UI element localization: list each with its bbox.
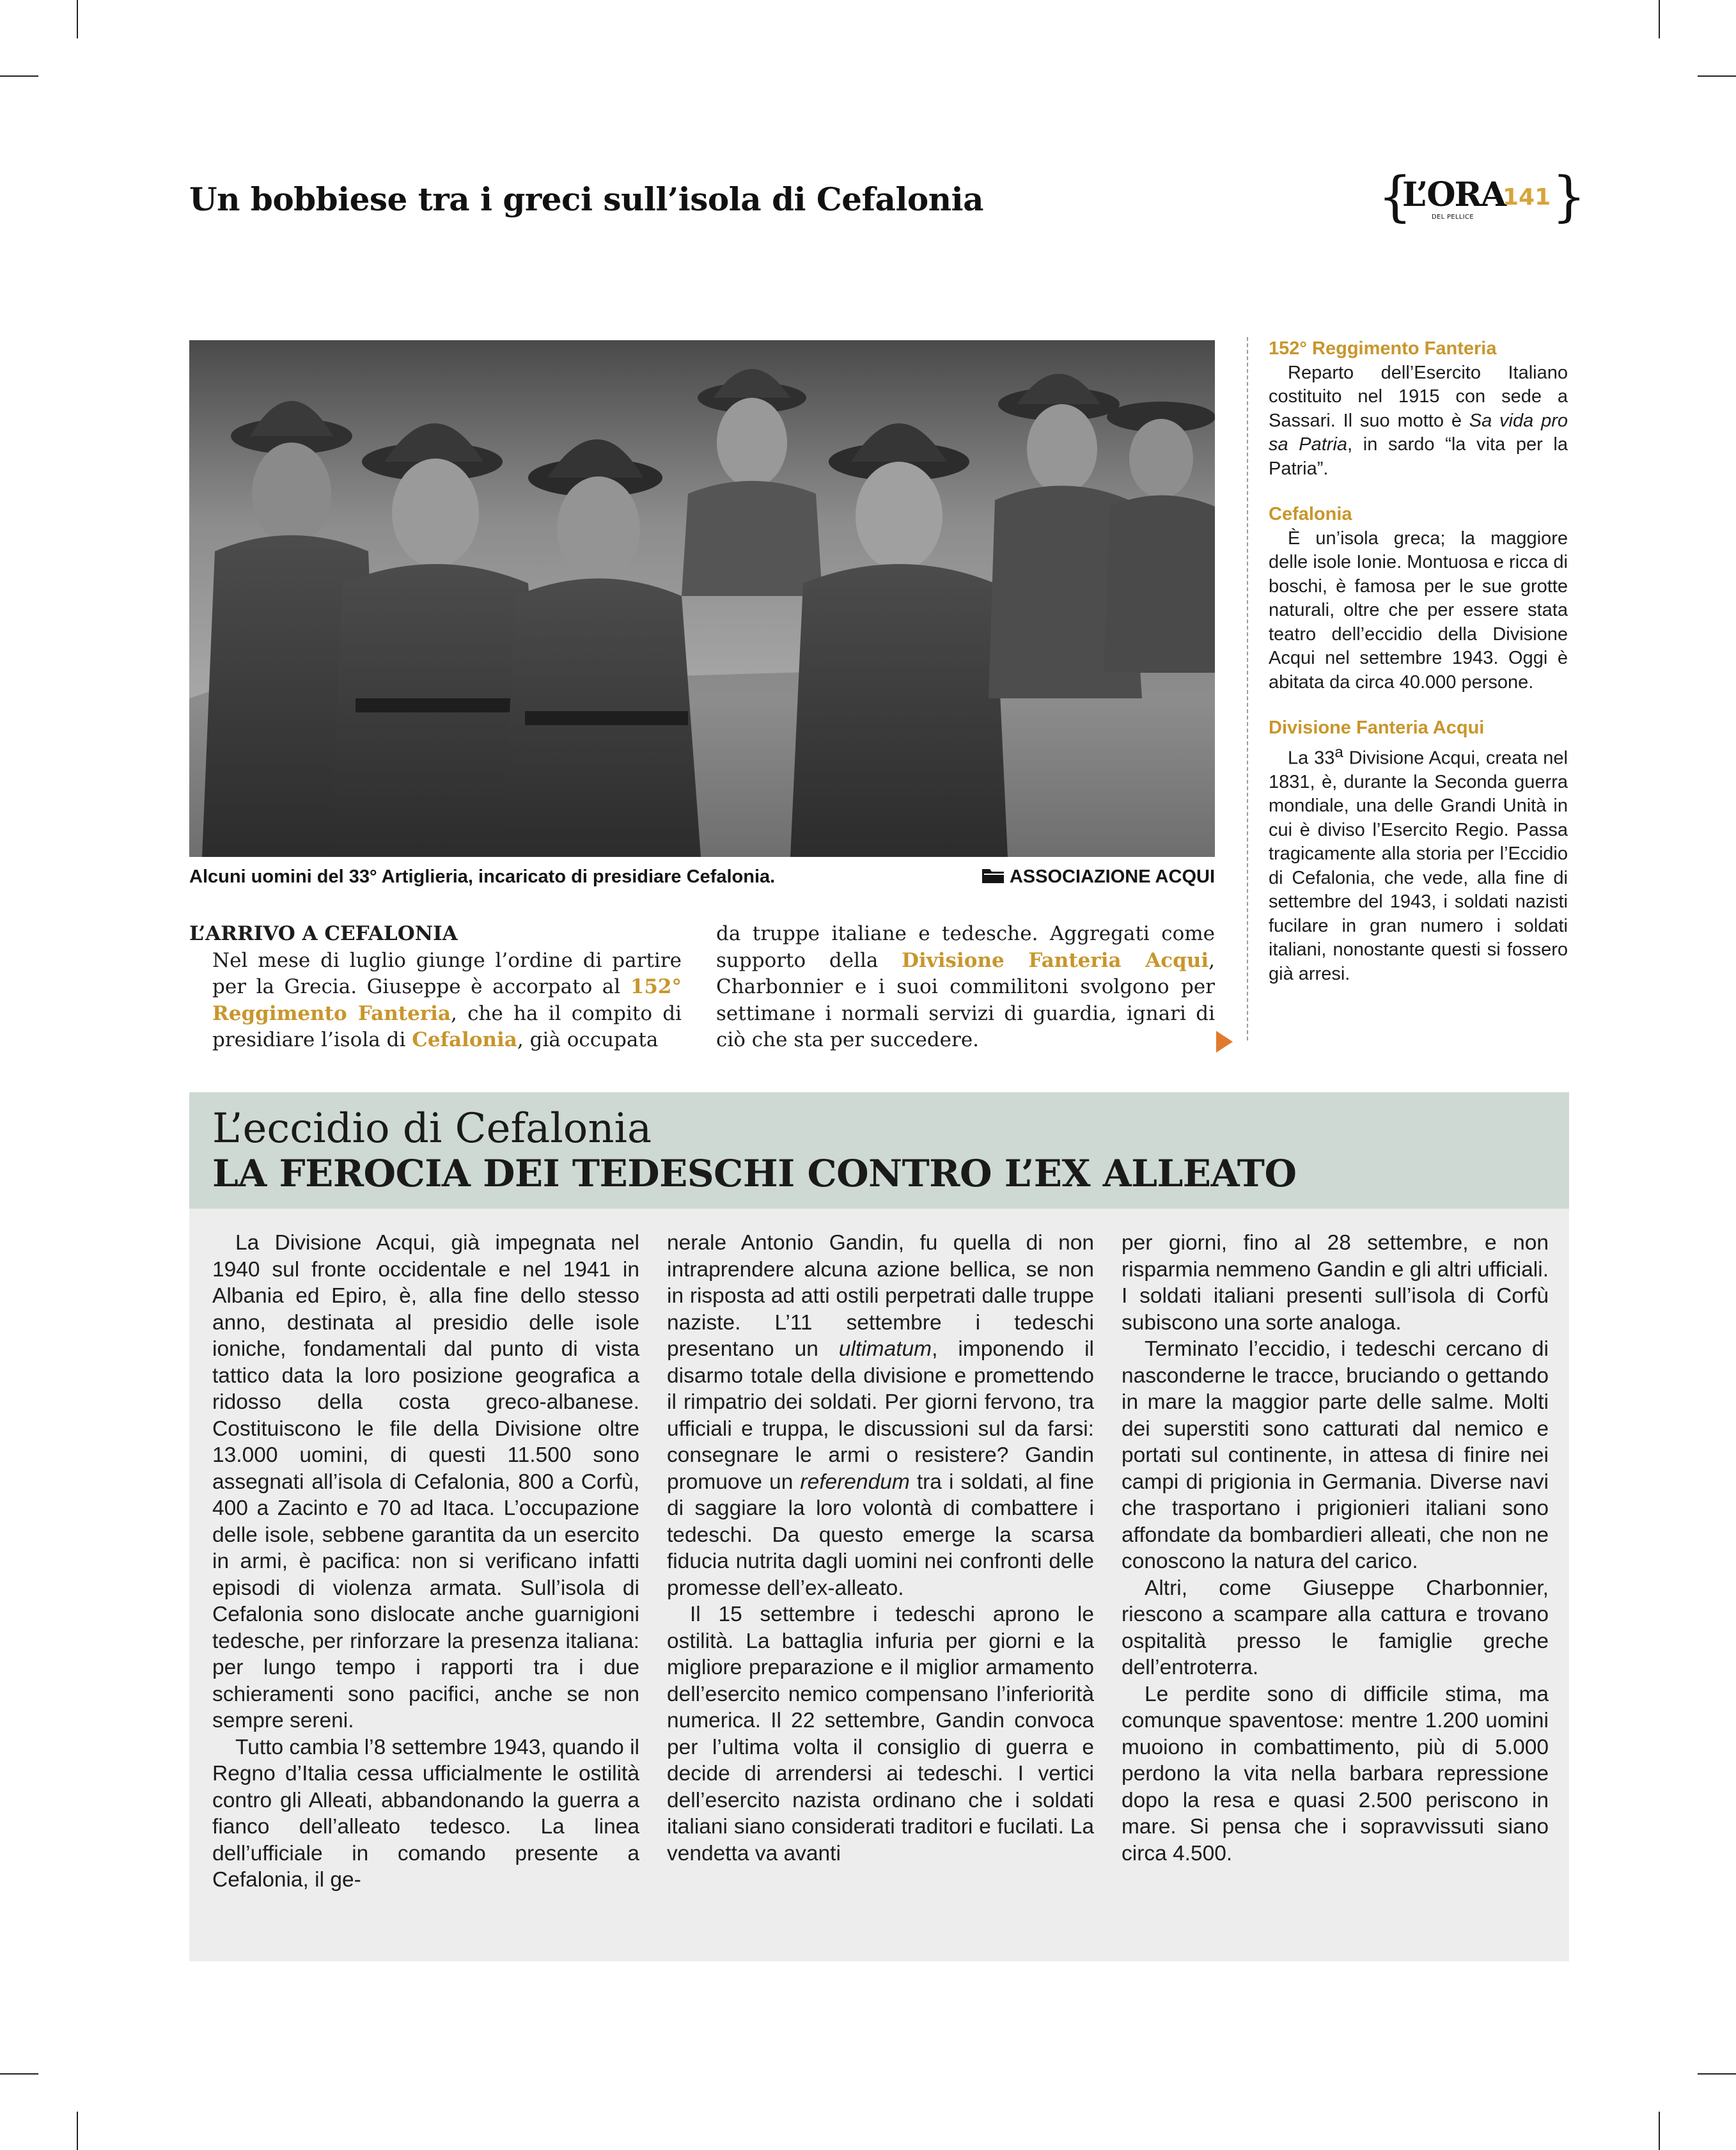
photo-credit bbox=[946, 867, 1215, 888]
photo-credit-text: ASSOCIAZIONE ACQUI bbox=[1009, 867, 1215, 887]
glossary-definition bbox=[1269, 741, 1568, 987]
intro-text: Nel mese di luglio giunge l’ordine di partire per la Grecia. Giuseppe è accorpato al bbox=[212, 948, 682, 998]
page-number: 141 bbox=[1503, 184, 1551, 210]
feature-column-2 bbox=[667, 1230, 1094, 1867]
glossary-definition: È un’isola greca; la maggiore delle isole Ionie. Montuosa e ricca di boschi, è famosa per le sue grotte naturali, oltre che per essere stata teatro dell’eccidio della Divisione Acqui nel settembre 1943. Oggi è abitata da circa 40.000 persone. bbox=[1269, 528, 1568, 693]
glossary-definition bbox=[1269, 361, 1568, 482]
brace-left: { bbox=[1378, 165, 1412, 228]
crop-mark bbox=[1698, 2073, 1736, 2075]
intro-text: , già occupata bbox=[517, 1028, 659, 1051]
crop-mark bbox=[1698, 75, 1736, 77]
feature-box-subtitle: LA FEROCIA DEI TEDESCHI CONTRO L’EX ALLEATO bbox=[212, 1152, 1297, 1195]
paragraph bbox=[667, 1230, 1094, 1601]
feature-column-1 bbox=[212, 1230, 639, 1894]
brace-right: } bbox=[1552, 165, 1586, 228]
soldiers-photo-illustration bbox=[189, 340, 1215, 857]
glossary-entry bbox=[1269, 337, 1568, 481]
glossary-entry bbox=[1269, 716, 1568, 986]
glossary-term: Divisione Fanteria Acqui bbox=[1269, 718, 1485, 738]
paragraph-text-italic: ultimatum bbox=[838, 1337, 932, 1361]
feature-box-title: L’eccidio di Cefalonia bbox=[212, 1105, 652, 1152]
paragraph: Il 15 settembre i tedeschi aprono le ostilità. La battaglia infuria per giorni e la migliore preparazione e il miglior armamento dell’esercito nemico compensano l’inferiorità numerica. Il 22 settembre, Gandin convoca per l’ultima volta il consiglio di guerra e decide di arrendersi ai tedeschi. I vertici dell’esercito nazista ordinano che i soldati italiani siano considerati traditori e fucilati. La vendetta va avanti bbox=[667, 1603, 1094, 1865]
page-header-title: Un bobbiese tra i greci sull’isola di Cefalonia bbox=[189, 180, 984, 218]
photo-caption: Alcuni uomini del 33° Artiglieria, incaricato di presidiare Cefalonia. bbox=[189, 867, 776, 887]
intro-column-1 bbox=[189, 921, 682, 1054]
feature-box-header bbox=[189, 1092, 1569, 1209]
paragraph: Terminato l’eccidio, i tedeschi cercano di nasconderne le tracce, bruciando o gettando in mare la maggior parte delle salme. Molti dei superstiti sono catturati dal nemico e portati sul continente, in attesa di finire nei campi di prigionia in Germania. Diverse navi che trasportano i prigionieri italiani sono affondate da bombardieri alleati, che non ne conoscono la natura del carico. bbox=[1122, 1337, 1549, 1573]
link-cefalonia: Cefalonia bbox=[412, 1028, 517, 1051]
intro-kicker: L’ARRIVO A CEFALONIA bbox=[189, 922, 458, 945]
paragraph-text: , imponendo il disarmo totale della divisione e promettendo il rimpatrio dei soldati. Per giorni fervono, tra ufficiali e truppa, le discussioni sul da farsi: consegnare le armi o resistere? Gandin promuove un bbox=[667, 1337, 1094, 1494]
intro-text: da truppe italiane e tedesche. Aggregati come supporto della bbox=[716, 922, 1215, 972]
glossary-text-italic: Sa vida pro sa Patria bbox=[1269, 410, 1568, 455]
paragraph-text: tra i soldati, al fine di saggiare la loro volontà di combattere i tedeschi. Da questo emerge la scarsa fiducia nutrita dagli uomini nei confronti delle promesse dell’ex-alleato. bbox=[667, 1470, 1094, 1600]
paragraph: Tutto cambia l’8 settembre 1943, quando il Regno d’Italia cessa ufficialmente le ostilità contro gli Alleati, abbandonando la guerra a fianco dell’alleato tedesco. La linea dell’ufficiale in comando presente a Cefalonia, il ge- bbox=[212, 1735, 639, 1892]
glossary-term: 152° Reggimento Fanteria bbox=[1269, 338, 1497, 359]
intro-column-2 bbox=[716, 921, 1215, 1054]
brand-logo: L’ORA bbox=[1402, 175, 1506, 214]
paragraph: La Divisione Acqui, già impegnata nel 1940 sul fronte occidentale e nel 1941 in Albania ed Epiro, è, alla fine dello stesso anno, destinata al presidio delle isole ioniche, fondamentali dal punto di vista tattico data la loro posizione geografica a ridosso della costa greco-albanese. Costituiscono le file della Divisione oltre 13.000 uomini, di questi 11.500 sono assegnati all’isola di Cefalonia, 800 a Corfù, 400 a Zacinto e 70 ad Itaca. L’occupazione delle isole, sebbene garantita da un esercito in armi, è pacifica: non si verificano infatti episodi di violenza armata. Sull’isola di Cefalonia sono dislocate anche guarnigioni tedesche, per rinforzare la presenza italiana: per lungo tempo i rapporti tra i due schieramenti sono pacifici, anche se non sempre sereni. bbox=[212, 1231, 639, 1732]
folder-icon bbox=[981, 867, 1005, 884]
continue-arrow-icon bbox=[1216, 1031, 1233, 1053]
paragraph: Le perdite sono di difficile stima, ma comunque spaventose: mentre 1.200 uomini muoiono in combattimento, più di 5.000 perdono la vita nella barbara repressione dopo la resa e quasi 2.500 periscono in mare. Si pensa che i sopravvissuti siano circa 4.500. bbox=[1122, 1682, 1549, 1865]
feature-box bbox=[189, 1092, 1569, 1961]
crop-mark bbox=[0, 2073, 38, 2075]
intro-paragraph-1 bbox=[189, 948, 682, 1054]
intro-text: , Charbonnier e i suoi commilitoni svolgono per settimane i normali servizi di guardia, ignari di ciò che sta per succedere. bbox=[716, 948, 1215, 1051]
glossary-text: , in sardo “la vita per la Patria”. bbox=[1269, 434, 1568, 479]
paragraph: Altri, come Giuseppe Charbonnier, riescono a scampare alla cattura e trovano ospitalità presso le famiglie greche dell’entroterra. bbox=[1122, 1576, 1549, 1679]
glossary-sidebar bbox=[1247, 337, 1568, 1040]
glossary-superscript: a bbox=[1334, 743, 1343, 761]
intro-paragraph-2 bbox=[716, 921, 1215, 1054]
feature-column-3 bbox=[1122, 1230, 1549, 1867]
publication-brand bbox=[1378, 165, 1586, 228]
intro-text: , che ha il compito di presidiare l’isola di bbox=[212, 1001, 682, 1051]
paragraph-text: nerale Antonio Gandin, fu quella di non intraprendere alcuna azione bellica, se non in risposta ad atti ostili perpetrati dalle truppe naziste. L’11 settembre i tedeschi presentano un bbox=[667, 1231, 1094, 1361]
brand-subtitle: DEL PELLICE bbox=[1432, 214, 1474, 221]
glossary-text: La 33 bbox=[1288, 748, 1335, 769]
glossary-term: Cefalonia bbox=[1269, 504, 1352, 524]
glossary-entry bbox=[1269, 503, 1568, 694]
glossary-text: Reparto dell’Esercito Italiano costituito nel 1915 con sede a Sassari. Il suo motto è bbox=[1269, 362, 1568, 431]
crop-mark bbox=[77, 2112, 78, 2150]
glossary-text: Divisione Acqui, creata nel 1831, è, durante la Seconda guerra mondiale, una delle Grandi Unità in cui è diviso l’Esercito Regio. Passa tragicamente alla storia per l’Eccidio di Cefalonia, che vede, alla fine di settembre del 1943, i soldati nazisti fucilare in gran numero i soldati italiani, nonostante questi si fossero già arresi. bbox=[1269, 748, 1568, 984]
soldiers-photo bbox=[189, 340, 1215, 857]
link-divisione-acqui: Divisione Fanteria Acqui bbox=[902, 948, 1209, 972]
paragraph: per giorni, fino al 28 settembre, e non risparmia nemmeno Gandin e gli altri ufficiali. I soldati italiani presenti sull’isola di Corfù subiscono una sorte analoga. bbox=[1122, 1231, 1549, 1335]
crop-mark bbox=[77, 0, 78, 38]
crop-mark bbox=[0, 75, 38, 77]
paragraph-text-italic: referendum bbox=[800, 1470, 910, 1494]
crop-mark bbox=[1659, 0, 1660, 38]
link-152-reggimento: 152° Reggimento Fanteria bbox=[212, 975, 682, 1025]
crop-mark bbox=[1659, 2112, 1660, 2150]
